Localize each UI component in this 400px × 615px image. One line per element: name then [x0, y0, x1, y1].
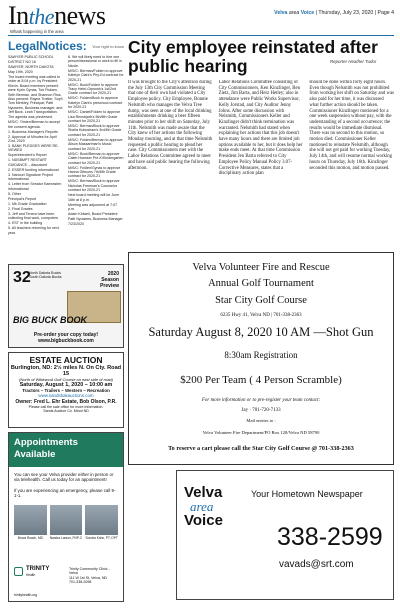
ad-line: 6235 Hwy 41, Velva ND | 701-338-2363 [220, 313, 302, 318]
issue-date: | Thursday, July 23, 2020 | Page 4 [315, 10, 394, 16]
ad-line: ESTATE AUCTION [29, 355, 103, 365]
paper-name-area: area [288, 10, 300, 16]
title-in: In [8, 1, 29, 30]
ad-phone: 338-2599 [277, 523, 383, 551]
paper-name-velva: Velva [274, 10, 288, 16]
trinity-sub: Health [26, 573, 36, 577]
legal-paragraph: M/S/C: Bock/Folden to approve Tracy Heinl-Grpsunk's 1st/2nd Grade contract for 2020-21 [68, 82, 118, 96]
legal-paragraph: Next board meeting will be June 16th at 8 p.m. [68, 193, 120, 202]
legal-paragraph: 1. Business Manager's Reports [8, 129, 58, 134]
story-text: should be done within forty eight hours. Even though Nelsmith was not prohibited from working her shift on Saturday and was also paid for her time, it was discussed what further action should be taken. Commissioner Kinzlinger motioned for a one week suspension without pay, with the understanding of a second occurrence; the results would be immediate dismissal. There was no second to this motion, so motion died. Commissioner Keller motioned to reinstate Nelsmith, although she will not get paid for working Tuesday, July 14th, and will resume normal working hours on Thursday, July 16th. Kinzlinger seconded this motion, and motion passed. [309, 80, 394, 171]
trinity-logo-icon [14, 567, 23, 576]
season-label: 2020 Season Preview [100, 271, 119, 289]
story-byline: Reporter Heather Tudor [330, 59, 377, 64]
legal-heading: LegalNotices: [8, 39, 87, 53]
story-text: It was brought to the City's attention during the July 13th City Commission Meeting that one of their own had violated a City Employee policy. City Employee, Bonnie Nelsmith who manages the Velva Tree dump, was seen at one of the local drinking establishments drinking a beer fifteen minutes prior to her shift on Saturday, July 11th. Nelsmith was made aware that the City knew of her actions the following Monday morning, and at that time Nelsmith requested a public hearing to plead her case. City Commissioners met with the Labor Relations Committee agreed to meet and have said public hearing the following afternoon. [128, 80, 213, 171]
ad-line: Saturday, August 1, 2020 – 10:00 am [19, 382, 113, 388]
legal-paragraph: Adam Kidwell, Board President [68, 211, 118, 216]
provider-photo [50, 505, 83, 535]
legal-paragraph: May 19th, 2020 [8, 70, 33, 74]
ad-line: Tractors – Trailers – Western – Recreation [22, 388, 110, 393]
legal-paragraph: M/S/C: Berman/Bock to approve Sheila Kubushaw's 3rd/4th Grade contract for 2020-21 [68, 124, 122, 137]
legal-paragraph: 3. BANK PLEDGES WERE RE-VIEWED [8, 144, 59, 153]
provider-name: Brova Roach, MD [17, 535, 43, 540]
hometown-newspaper-ad [176, 470, 394, 600]
legal-paragraph: 1. Mk Grade Graduation [8, 201, 47, 206]
story-column-1 [128, 80, 213, 246]
legal-paragraph: M/S/C: Bock/Berman to approve Caleb Hoesser Pre-K/Kindergarten contract for 2020-21 [68, 151, 124, 165]
ad-line: Saturday August 8, 2020 10 AM —Shot Gun [148, 325, 374, 339]
legal-right-label: Your right to know [92, 44, 124, 49]
story-headline: City employee reinstated after public hearing [128, 37, 378, 76]
ad-footer: Pre-order your copy today! www.bigbuckbook.com [33, 332, 99, 344]
ad-line: Velva Volunteer Fire Department/PO Box 128/Velva ND 58790 [202, 430, 320, 435]
story-text: Labor Relations Committee consisting of City Commissioners, Ken Kinzlinger, Ben Zietz, Jim Barta, and Herz Hetley; also in attendance were Public Works Supervisor, Kelly Jorstad, and City Auditor Jenny Johns. After some discussion with Nelsmith, Commissioners Keller and Kinzlinger didn't think termination was warranted. Nelsmith had stated when explaining her actions that this job doesn't have many hours and there are limited job options available to her, but it does help her make ends meet. At that time Commission President Jen Barta referred to City Employee Policy Manual Policy 3.07- Corrective Measures, states that a disciplinary action plan [218, 80, 303, 177]
legal-columns [8, 55, 124, 236]
legal-paragraph: 4. Letter from Senator Kamrasten informational [8, 182, 62, 191]
title-news: news [54, 1, 106, 30]
ad-line: $200 Per Team ( 4 Person Scramble) [180, 374, 342, 386]
story-column-2 [219, 80, 304, 246]
legal-paragraph: DISTRICT NO 16 [8, 60, 36, 64]
legal-paragraph: SAWYER, NORTH DAKOTA [8, 65, 54, 69]
ad-email: vavads@srt.com [279, 559, 354, 570]
logo-voice: Voice [184, 512, 223, 529]
golf-tournament-ad [128, 252, 394, 465]
section-tagline: Whats happening in the area [10, 29, 64, 34]
story-body [128, 80, 394, 246]
appointments-ad [8, 432, 124, 602]
legal-paragraph: The agenda was previewed. [8, 115, 53, 120]
ad-title: Appointments Available [9, 433, 123, 467]
ad-line: Jay · 701-720-7133 [241, 408, 281, 413]
legal-column-1 [8, 55, 64, 236]
legal-paragraph: M/S/C: Berman/Folden to approve Katelyn Clark's Phy-Ed contract for 2020-21 [68, 68, 124, 82]
section-title [8, 2, 106, 31]
provider-photo [85, 505, 118, 535]
legal-notices [8, 39, 124, 261]
legal-paragraph: 3. Jeff and Tenera have been collecting final work, computers [8, 211, 58, 221]
legal-paragraph: M/S/C: Tristen/Berman to accept the consent agenda. [8, 120, 60, 129]
masthead [8, 1, 394, 34]
title-the: the [28, 4, 55, 29]
legal-paragraph: 2. Approval of Minutes for April 21st, 2020 [8, 134, 57, 144]
ad-line: Mail entries to : [246, 418, 276, 423]
legal-paragraph: M/S/C: Folden/Berman to approve Alison Massartman's Music contract for 2020-21 [68, 137, 123, 151]
legal-paragraph: 1. NDSBMPT RESTART GUIDANCE – discussed [8, 158, 47, 167]
legal-paragraph: M/S/C: Daniel/Folden to approve Lisa Rensbjarb's 5th/6th Grade contract for 2020-21 [68, 110, 121, 124]
ad-line: Annual Golf Tournament [208, 278, 314, 289]
ad-line: Burlington, ND: 2½ miles N. On Cty. Road 15 [10, 365, 122, 377]
legal-paragraph: 2. Final Grades [8, 206, 33, 211]
ad-line: Please call the sale office for more information. Sands Auction Co. Minot ND [28, 405, 104, 414]
ad-line: Star City Golf Course [215, 295, 307, 306]
legal-column-2 [68, 55, 124, 236]
ad-line: To reserve a cart please call the Star City Golf Course @ 701-338-2363 [168, 445, 354, 452]
legal-paragraph: Patti Nyuwees, Business Manager [68, 216, 123, 221]
provider-name: Nandra Larson, FNP-C [49, 535, 83, 540]
ad-text: If you are experiencing an emergency, please call 9-1-1. [14, 487, 116, 499]
masthead-rule [8, 35, 394, 36]
ad-number: 32 [13, 269, 31, 286]
provider-photo [14, 505, 47, 535]
legal-paragraph: M/S/C: Folden/Bock to approve Katelyn Clark's preschool contract for 2020-21 [68, 96, 123, 110]
big-buck-book-ad [8, 264, 124, 348]
provider-names [9, 536, 123, 540]
legal-paragraph: Meeting was adjourned at 7:07 p.m. [68, 202, 118, 211]
issue-line [274, 10, 394, 16]
legal-paragraph: 7/23/2020 [68, 221, 84, 226]
clinic-address: Trinity Community Clinic - Velva 111 W 1st St, Velva, ND 701-338-2098 [69, 567, 110, 585]
big-buck-title: BIG BUCK BOOK [13, 315, 87, 325]
provider-photos [9, 505, 123, 535]
ad-text: You can see your Velva provider either in person or via telehealth. Call us today for an appointment! [14, 472, 114, 483]
ad-line: Owner: Fred L. Ehr Estate, Bob Olson, P.R. [15, 399, 117, 405]
ad-line: Velva Volunteer Fire and Rescue [192, 262, 330, 273]
legal-paragraph: M/S/C: Folden/Gynas to approve Hanna Gibsons 7th/8th Grade contract for 2020-21 [68, 165, 121, 179]
story-column-3 [309, 80, 394, 246]
legal-paragraph: 4. EST in the building [8, 221, 43, 226]
logo-velva: Velva [184, 484, 223, 501]
legal-paragraph: 6. We will likely need to hire one person/itsessional or work to fill in Nicole. [68, 55, 122, 68]
trinity-url: trinityhealth.org [14, 593, 38, 597]
legal-paragraph: 5. Other [8, 191, 21, 196]
provider-name: Sondra Kohn, PT, DPT [85, 535, 118, 540]
ad-line: For more information or to pre-register your team contact: [201, 398, 321, 403]
paper-name-voice: Voice [300, 10, 315, 16]
estate-auction-ad [8, 352, 124, 428]
legal-paragraph: The board meeting was called to order at 5:04 p.m. by President Klevin. Board members present were Kyrin Gynas, Tori Fiskam, Seth Berman, and Shannon Rios. Also present: Rayne Trottier, Sup't; Tom Merkley, Principal; Patti Nyuwees, Business manager, and Jeff Bock. Leah Transportation. [8, 75, 64, 115]
legal-paragraph: 3. Nanouri Signature Project informational [8, 172, 54, 182]
velva-area-voice-logo [184, 485, 242, 528]
ad-title: Your Hometown Newspaper [251, 489, 363, 499]
logo-area: area [190, 499, 214, 514]
legal-paragraph: M/S/C: Berman/Bock to approve Nicholas Freeman's Counselor contract for 2020-21 [68, 179, 120, 193]
legal-paragraph: SAWYER PUBLIC SCHOOL [8, 55, 54, 59]
legal-paragraph: Superintendent's Report [8, 153, 47, 158]
ad-line: www.sandsbakauctions.com [38, 393, 94, 398]
ad-subtitle: North Dakota Bucks South Dakota Bucks [29, 271, 62, 280]
ad-line: (North of Wildwood Golf Course on east side of road) [18, 377, 113, 382]
trinity-name: TRINITY [26, 566, 50, 572]
legal-paragraph: 2. ESSER funding informational [8, 167, 59, 172]
legal-paragraph: 5. All teachers returning for next year. [8, 226, 59, 235]
legal-paragraph: Principal's Report [8, 196, 37, 201]
ad-line: 8:30am Registration [224, 350, 298, 360]
